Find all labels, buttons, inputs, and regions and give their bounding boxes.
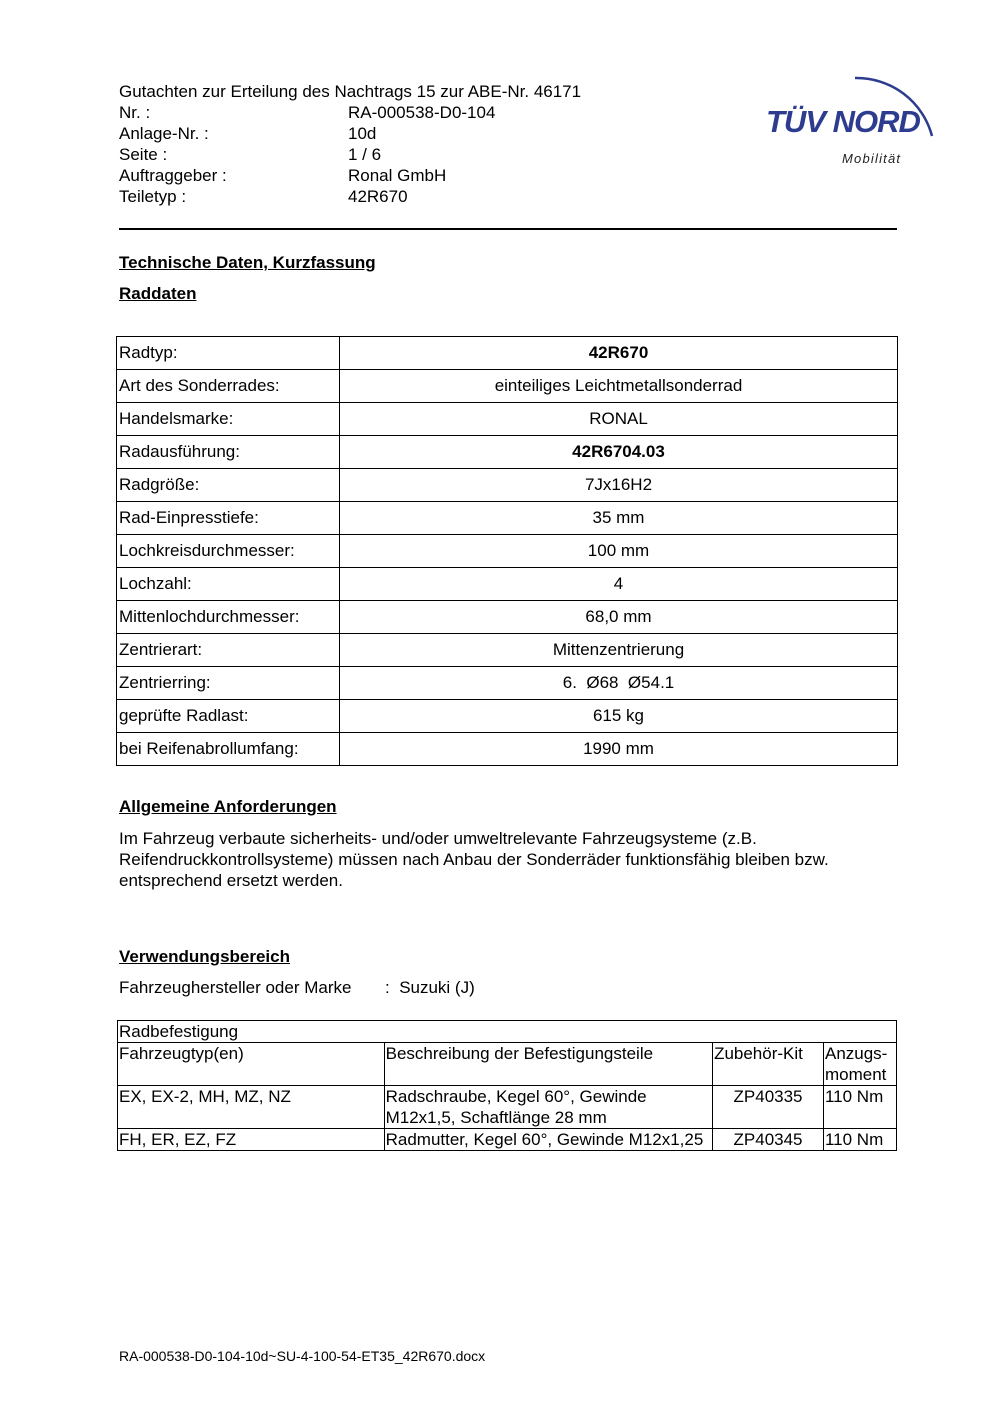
header-label: Auftraggeber : [119,166,227,185]
column-header: Fahrzeugtyp(en) [118,1043,385,1086]
table-row [117,337,898,370]
table-cell: 110 Nm [823,1129,896,1151]
row-label: Handelsmarke: [117,403,340,436]
table-row [117,667,898,700]
header-label: Teiletyp : [119,187,187,206]
row-label: Radausführung: [117,436,340,469]
table-cell: EX, EX-2, MH, MZ, NZ [118,1086,385,1129]
table-row [117,700,898,733]
header-value: RA-000538-D0-104 [348,103,496,122]
header-label: Seite : [119,145,168,164]
table-row [117,469,898,502]
column-header: Beschreibung der Befestigungsteile [384,1043,712,1086]
row-value: 68,0 mm [340,601,898,634]
header-row-seite [119,144,381,165]
row-value: einteiliges Leichtmetallsonderrad [340,370,898,403]
footer-filename: RA-000538-D0-104-10d~SU-4-100-54-ET35_42R670.docx [119,1348,486,1364]
wheel-data-table [116,336,898,766]
heading-raddaten: Raddaten [119,284,197,303]
row-label: geprüfte Radlast: [117,700,340,733]
heading-verwendungsbereich: Verwendungsbereich [119,947,290,966]
table-cell: ZP40335 [713,1086,824,1129]
header-value: 10d [348,124,377,143]
row-label: Radgröße: [117,469,340,502]
row-value: 7Jx16H2 [340,469,898,502]
row-label: Lochkreisdurchmesser: [117,535,340,568]
heading-technische-daten: Technische Daten, Kurzfassung [119,253,376,272]
table-row [117,568,898,601]
table-header-row [118,1043,897,1086]
row-value: 35 mm [340,502,898,535]
table-cell: FH, ER, EZ, FZ [118,1129,385,1151]
row-label: Art des Sonderrades: [117,370,340,403]
row-value: 42R6704.03 [340,436,898,469]
table-row [117,403,898,436]
row-value: 615 kg [340,700,898,733]
logo-wordmark: TÜV NORD [766,104,920,139]
row-value: 6. Ø68 Ø54.1 [340,667,898,700]
table-row [118,1086,897,1129]
wheel-fastening-table [117,1020,897,1151]
row-value: 100 mm [340,535,898,568]
table-title-row [118,1021,897,1043]
manufacturer-separator: : [385,978,390,997]
row-label: Radtyp: [117,337,340,370]
table-row [117,634,898,667]
header-label: Nr. : [119,103,151,122]
row-label: Zentrierring: [117,667,340,700]
tuv-nord-logo [760,56,945,174]
row-label: Lochzahl: [117,568,340,601]
heading-allgemeine-anforderungen: Allgemeine Anforderungen [119,797,337,816]
row-value: Mittenzentrierung [340,634,898,667]
column-header: Zubehör-Kit [713,1043,824,1086]
row-label: Rad-Einpresstiefe: [117,502,340,535]
manufacturer-value: Suzuki (J) [399,978,475,997]
header-value: 1 / 6 [348,145,382,164]
header-row-anlage [119,123,376,144]
table-cell: ZP40345 [713,1129,824,1151]
table-title: Radbefestigung [118,1021,897,1043]
row-label: bei Reifenabrollumfang: [117,733,340,766]
header-row-nr [119,102,495,123]
header-value: 42R670 [348,187,408,206]
report-title: Gutachten zur Erteilung des Nachtrags 15 zur ABE-Nr. 46171 [119,82,582,101]
requirements-paragraph: Im Fahrzeug verbaute sicherheits- und/oder umweltrelevante Fahrzeugsysteme (z.B. Reifendruckkontrollsysteme) müssen nach Anbau der Sonderräder funktionsfähig bleiben bzw. entsprechend ersetzt werden. [119,829,829,890]
table-row [117,733,898,766]
table-cell: Radschraube, Kegel 60°, Gewinde M12x1,5, Schaftlänge 28 mm [384,1086,712,1129]
row-value: 1990 mm [340,733,898,766]
column-header: Anzugs- moment [823,1043,896,1086]
row-value: RONAL [340,403,898,436]
table-cell: Radmutter, Kegel 60°, Gewinde M12x1,25 [384,1129,712,1151]
row-label: Mittenlochdurchmesser: [117,601,340,634]
header-row-auftraggeber [119,165,446,186]
manufacturer-line [119,978,475,998]
row-value: 4 [340,568,898,601]
row-label: Zentrierart: [117,634,340,667]
header-divider [119,228,897,230]
table-row [117,436,898,469]
manufacturer-label: Fahrzeughersteller oder Marke [119,978,352,997]
header-row-teiletyp [119,186,408,207]
table-row [117,601,898,634]
header-value: Ronal GmbH [348,166,447,185]
table-row [117,370,898,403]
table-row [118,1129,897,1151]
table-row [117,502,898,535]
table-row [117,535,898,568]
header-label: Anlage-Nr. : [119,124,209,143]
logo-subtitle: Mobilität [842,151,902,166]
row-value: 42R670 [340,337,898,370]
table-cell: 110 Nm [823,1086,896,1129]
